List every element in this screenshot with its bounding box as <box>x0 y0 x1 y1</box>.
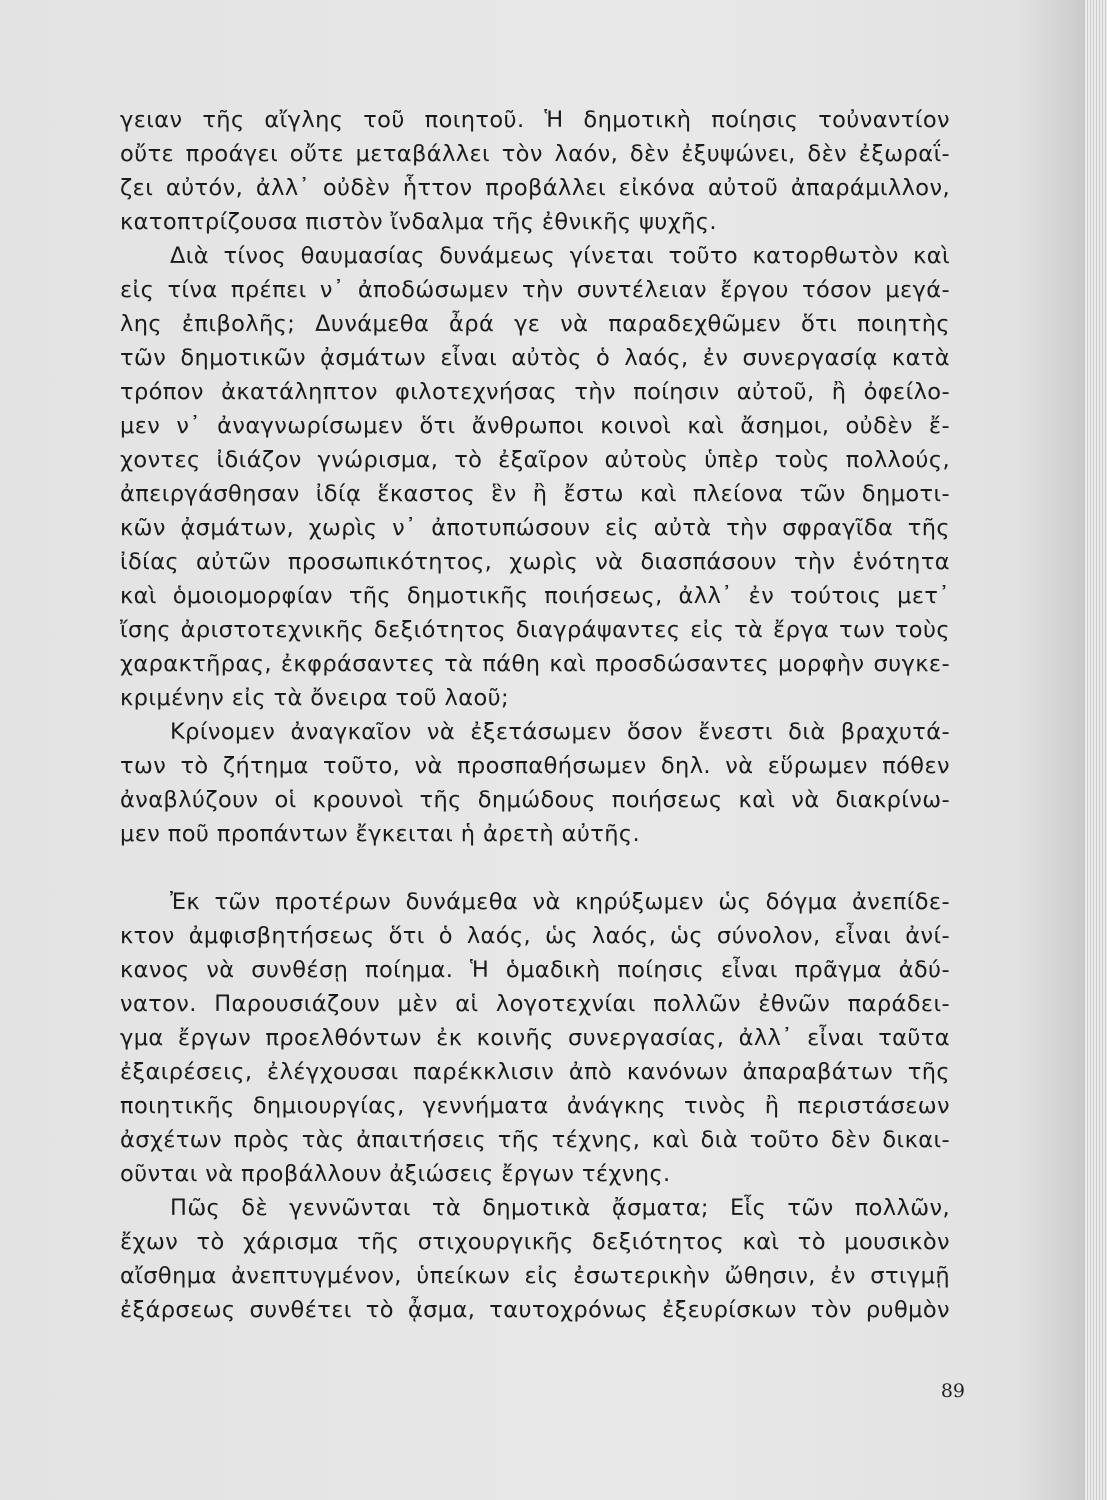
text-line: ἀναβλύζουν οἱ κρουνοὶ τῆς δημώδους ποιήσεως καὶ νὰ διακρίνω- <box>120 787 950 813</box>
text-line: κριμένην εἰς τὰ ὄνειρα τοῦ λαοῦ; <box>120 685 510 711</box>
text-line: οῦνται νὰ προβάλλουν ἀξιώσεις ἔργων τέχνης. <box>120 1161 671 1187</box>
text-line: κανος νὰ συνθέσῃ ποίημα. Ἡ ὁμαδικὴ ποίησις εἶναι πρᾶγμα ἀδύ- <box>120 957 950 983</box>
text-line: λης ἐπιβολῆς; Δυνάμεθα ἆρά γε νὰ παραδεχθῶμεν ὅτι ποιητὴς <box>120 311 950 337</box>
text-line: ἐξαιρέσεις, ἐλέγχουσαι παρέκκλισιν ἀπὸ κανόνων ἀπαραβάτων τῆς <box>120 1059 950 1085</box>
text-line: οὔτε προάγει οὔτε μεταβάλλει τὸν λαόν, δὲν ἐξυψώνει, δὲν ἐξωραΐ- <box>120 141 950 167</box>
text-line: ποιητικῆς δημιουργίας, γεννήματα ἀνάγκης τινὸς ἢ περιστάσεων <box>120 1093 950 1119</box>
text-line: χαρακτῆρας, ἐκφράσαντες τὰ πάθη καὶ προσδώσαντες μορφὴν συγκε- <box>120 651 950 677</box>
paragraph <box>120 239 950 715</box>
text-line: νατον. Παρουσιάζουν μὲν αἱ λογοτεχνίαι πολλῶν ἐθνῶν παράδει- <box>120 991 950 1017</box>
text-line: Ἐκ τῶν προτέρων δυνάμεθα νὰ κηρύξωμεν ὡς δόγμα ἀνεπίδε- <box>170 889 950 915</box>
text-line: κῶν ᾀσμάτων, χωρὶς ν᾽ ἀποτυπώσουν εἰς αὐτὰ τὴν σφραγῖδα τῆς <box>120 515 950 541</box>
paragraph <box>120 103 950 239</box>
text-line: τῶν δημοτικῶν ᾀσμάτων εἶναι αὐτὸς ὁ λαός, ἐν συνεργασίᾳ κατὰ <box>120 345 950 371</box>
text-line: μεν ποῦ προπάντων ἔγκειται ἡ ἀρετὴ αὐτῆς. <box>120 821 641 847</box>
text-line: μεν ν᾽ ἀναγνωρίσωμεν ὅτι ἄνθρωποι κοινοὶ καὶ ἄσημοι, οὐδὲν ἔ- <box>120 413 950 439</box>
text-line: κατοπτρίζουσα πιστὸν ἴνδαλμα τῆς ἐθνικῆς ψυχῆς. <box>120 209 717 235</box>
text-line: ἐξάρσεως συνθέτει τὸ ᾆσμα, ταυτοχρόνως ἐξευρίσκων τὸν ρυθμὸν <box>120 1297 950 1323</box>
text-line: εἰς τίνα πρέπει ν᾽ ἀποδώσωμεν τὴν συντέλειαν ἔργου τόσον μεγά- <box>120 277 950 303</box>
text-line: χοντες ἰδιάζον γνώρισμα, τὸ ἐξαῖρον αὐτοὺς ὑπὲρ τοὺς πολλούς, <box>120 447 950 473</box>
text-line: γμα ἔργων προελθόντων ἐκ κοινῆς συνεργασίας, ἀλλ᾽ εἶναι ταῦτα <box>120 1025 950 1051</box>
paragraph-gap <box>120 851 950 885</box>
text-line: Διὰ τίνος θαυμασίας δυνάμεως γίνεται τοῦτο κατορθωτὸν καὶ <box>170 243 950 269</box>
text-line: των τὸ ζήτημα τοῦτο, νὰ προσπαθήσωμεν δηλ. νὰ εὕρωμεν πόθεν <box>120 753 950 779</box>
page-number: 89 <box>940 1380 965 1402</box>
page-edge-shadow <box>1085 0 1107 1500</box>
paragraph <box>120 885 950 1191</box>
text-line: κτον ἀμφισβητήσεως ὅτι ὁ λαός, ὡς λαός, ὡς σύνολον, εἶναι ἀνί- <box>120 923 950 949</box>
paragraph <box>120 1191 950 1327</box>
paragraph <box>120 715 950 851</box>
text-line: ἰδίας αὐτῶν προσωπικότητος, χωρὶς νὰ διασπάσουν τὴν ἑνότητα <box>120 549 950 575</box>
text-line: ἀπειργάσθησαν ἰδίᾳ ἕκαστος ἓν ἢ ἔστω καὶ πλείονα τῶν δημοτι- <box>120 481 950 507</box>
text-line: Κρίνομεν ἀναγκαῖον νὰ ἐξετάσωμεν ὅσον ἔνεστι διὰ βραχυτά- <box>170 719 950 745</box>
text-line: αἴσθημα ἀνεπτυγμένον, ὑπείκων εἰς ἐσωτερικὴν ὤθησιν, ἐν στιγμῇ <box>120 1263 950 1289</box>
text-line: Πῶς δὲ γεννῶνται τὰ δημοτικὰ ᾄσματα; Εἷς τῶν πολλῶν, <box>170 1195 950 1221</box>
body-text <box>120 103 950 1327</box>
text-line: ἔχων τὸ χάρισμα τῆς στιχουργικῆς δεξιότητος καὶ τὸ μουσικὸν <box>120 1229 950 1255</box>
text-line: ἀσχέτων πρὸς τὰς ἀπαιτήσεις τῆς τέχνης, καὶ διὰ τοῦτο δὲν δικαι- <box>120 1127 950 1153</box>
text-line: γειαν τῆς αἴγλης τοῦ ποιητοῦ. Ἡ δημοτικὴ ποίησις τοὐναντίον <box>120 107 950 133</box>
text-line: καὶ ὁμοιομορφίαν τῆς δημοτικῆς ποιήσεως, ἀλλ᾽ ἐν τούτοις μετ᾽ <box>120 583 950 609</box>
text-line: ζει αὐτόν, ἀλλ᾽ οὐδὲν ἧττον προβάλλει εἰκόνα αὐτοῦ ἀπαράμιλλον, <box>120 175 950 201</box>
text-line: τρόπον ἀκατάληπτον φιλοτεχνήσας τὴν ποίησιν αὐτοῦ, ἢ ὀφείλο- <box>120 379 950 405</box>
text-line: ἴσης ἀριστοτεχνικῆς δεξιότητος διαγράψαντες εἰς τὰ ἔργα των τοὺς <box>120 617 950 643</box>
